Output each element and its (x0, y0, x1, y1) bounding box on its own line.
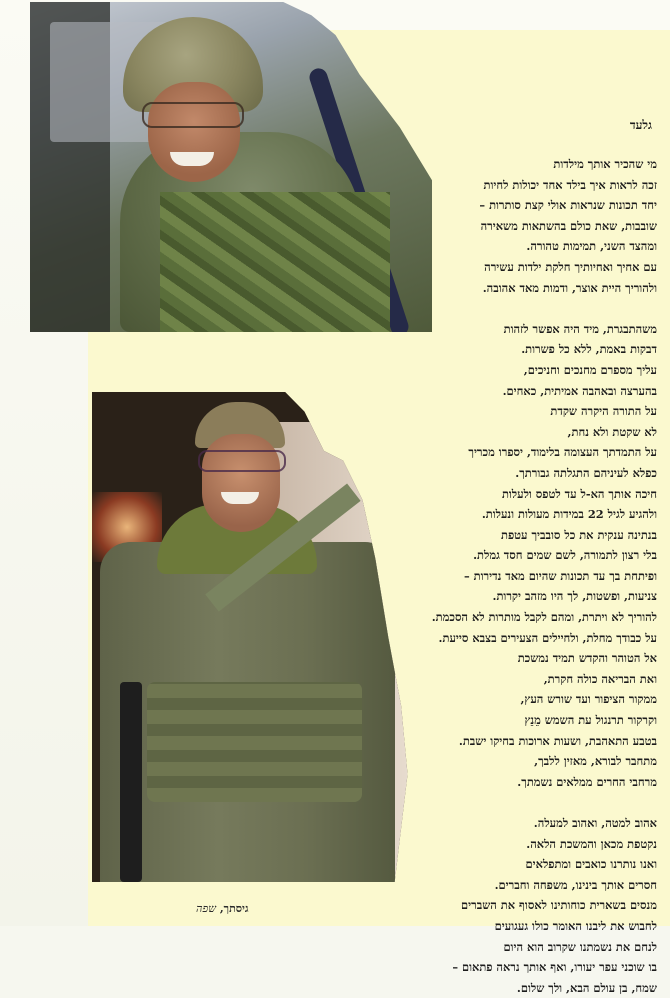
poem-line: מתחבר לבורא, מאזין ללבך, (534, 754, 657, 769)
poem-line: לא שקטת ולא נחת, (567, 424, 657, 439)
poem-line: ואת הבריאה כולה חקרת, (543, 671, 657, 686)
poem-line: מי שהכיר אותך מילדות (553, 157, 657, 171)
poem-line: שובבות, שאת כולם בהשתאות משאירה (480, 218, 657, 233)
poem-line: חסרים אותך בינינו, משפחה וחברים. (494, 877, 657, 892)
photo-camouflage-vest (160, 192, 390, 332)
poem-line: חיכה אותך הא-ל עד לטפס ולעלות (501, 486, 657, 501)
poem-line: על כבודך מחלת, ולחיילים הצעירים בצבא סייעת. (438, 630, 657, 645)
poem-line: נקטפת מכאן והמשכת הלאה. (526, 836, 657, 851)
poem-line: ופיתחת בך עד תכונות שהיום מאד נדירות – (464, 568, 657, 583)
signature (190, 902, 249, 915)
photo-face (202, 434, 280, 532)
poem-line: מרחבי החרים ממלאים נשמתך. (517, 774, 657, 789)
stanza-gap (395, 298, 657, 319)
poem-line: ולהגיע לגיל 22 במידות מעולות ונעלות. (481, 507, 657, 522)
photo-smile (221, 492, 259, 504)
photo-rifle (120, 682, 142, 882)
poem-line: עליך מספרם מחנכים וחניכים, (523, 362, 657, 377)
poem-line: לנחם את נשמתנו שקרוב הוא היום (503, 939, 657, 954)
poem-line: צניעות, ופשטות, לך היו מזהב יקרות. (492, 589, 657, 604)
stanza-gap (395, 792, 657, 813)
poem-line: ואנו נותרנו כואבים ומתפלאים (525, 857, 657, 872)
photo-glasses (142, 102, 244, 128)
poem-line: ומהצד השני, תמימות טהורה. (526, 239, 657, 254)
poem-line: בו שוכני עפר יעורו, ואף אותך נראה פתאום – (452, 960, 657, 975)
poem-body (395, 154, 657, 998)
poem-line: בטבע התאהבת, ושעות ארוכות בחיקו ישבת. (458, 733, 657, 748)
poem-line: להוריך לא ויתרת, ומהם לקבל מותרות לא הסכמת. (431, 610, 657, 625)
poem-line: עם אחיך ואחיותיך חלקת ילדות עשירה (484, 259, 657, 274)
poem-line: זכה לראות איך בילד אחד יכולות לחיות (483, 177, 657, 192)
poem-heading: גלעד (629, 118, 652, 132)
poem-line: על התמדתך העצומה בלימוד, יספרו מכריך (468, 445, 657, 460)
poem-line: בהערצה ובאהבה אמיתית, כאחים. (502, 383, 657, 398)
poem-line: וקרקור תרנגול עת השמש מֵנֵץ (524, 713, 657, 728)
poem-line: אהוב למטה, ואהוב למעלה. (533, 816, 657, 830)
photo-ammo-belt (147, 682, 362, 802)
poem-line: דבקות באמת, ללא כל פשרות. (521, 342, 657, 357)
poem-line: אל הטוהר והקדש תמיד נמשכת (517, 651, 657, 666)
poem-line: בנתינה ענקית את כל סובביך עטפת (501, 527, 657, 542)
poem-line: מנסים בשארית כוחותינו לאסוף את השברים (461, 898, 657, 913)
pasted-sheet-top (300, 30, 670, 70)
signature-handwritten: שפה (196, 902, 216, 915)
poem-line: שמח, בן עולם הבא, ולך שלום. (516, 980, 657, 995)
signature-label: גיסתך, (219, 902, 249, 915)
poem-line: יחד תכונות שנראות אולי קצת סותרות – (479, 198, 657, 213)
photo-glasses (198, 450, 286, 472)
poem-line: ולהוריך היית אוצר, ודמות מאד אהובה. (482, 280, 657, 295)
photo-face (148, 82, 240, 182)
poem-line: משהתבגרת, מיד היה אפשר לזהות (503, 321, 657, 336)
poem-line: לחבוש את ליבנו האומר כולו געגועים (494, 918, 657, 933)
poem-line: על התורה היקרה שקדת (550, 404, 657, 419)
poem-line: ממקור הציפור ועד שורש העץ, (520, 692, 657, 707)
poem-line: כפלא לעיניהם התגלתה גבורתך. (515, 465, 657, 480)
poem-line: בלי רצון לתמורה, לשם שמים חסד גמלת. (473, 548, 657, 563)
